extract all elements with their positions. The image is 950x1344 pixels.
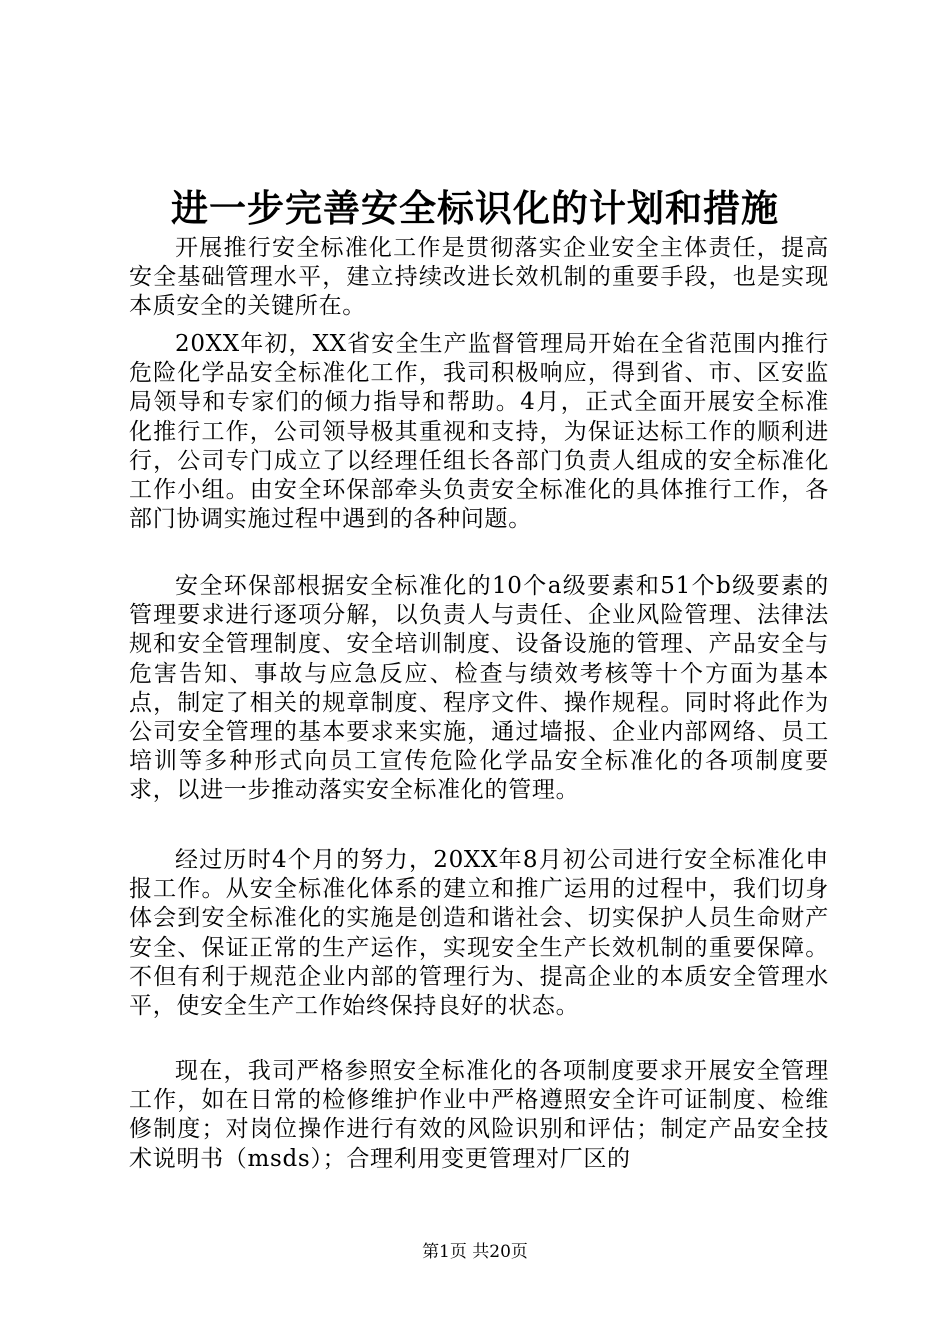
paragraph-4: 经过历时4个月的努力，20XX年8月初公司进行安全标准化申报工作。从安全标准化体系的建立和推广运用的过程中，我们切身体会到安全标准化的实施是创造和谐社会、切实保护人员生命财产安全、保证正常的生产运作，实现安全生产长效机制的重要保障。不但有利于规范企业内部的管理行为、提高企业的本质安全管理水平，使安全生产工作始终保持良好的状态。 (129, 847, 829, 1020)
paragraph-1: 开展推行安全标准化工作是贯彻落实企业安全主体责任，提高安全基础管理水平，建立持续改进长效机制的重要手段，也是实现本质安全的关键所在。 (129, 235, 829, 320)
document-title: 进一步完善安全标识化的计划和措施 (171, 186, 779, 230)
paragraph-3: 安全环保部根据安全标准化的10个a级要素和51个b级要素的管理要求进行逐项分解，以负责人与责任、企业风险管理、法律法规和安全管理制度、安全培训制度、设备设施的管理、产品安全与危害告知、事故与应急反应、检查与绩效考核等十个方面为基本点，制定了相关的规章制度、程序文件、操作规程。同时将此作为公司安全管理的基本要求来实施，通过墙报、企业内部网络、员工培训等多种形式向员工宣传危险化学品安全标准化的各项制度要求，以进一步推动落实安全标准化的管理。 (129, 573, 829, 804)
paragraph-5: 现在，我司严格参照安全标准化的各项制度要求开展安全管理工作，如在日常的检修维护作业中严格遵照安全许可证制度、检维修制度；对岗位操作进行有效的风险识别和评估；制定产品安全技术说明书（msds）；合理利用变更管理对厂区的 (129, 1058, 829, 1172)
page-footer: 第1页 共20页 (422, 1242, 528, 1262)
paragraph-2: 20XX年初，XX省安全生产监督管理局开始在全省范围内推行危险化学品安全标准化工作，我司积极响应，得到省、市、区安监局领导和专家们的倾力指导和帮助。4月，正式全面开展安全标准化推行工作，公司领导极其重视和支持，为保证达标工作的顺利进行，公司专门成立了以经理任组长各部门负责人组成的安全标准化工作小组。由安全环保部牵头负责安全标准化的具体推行工作，各部门协调实施过程中遇到的各种问题。 (129, 331, 829, 533)
